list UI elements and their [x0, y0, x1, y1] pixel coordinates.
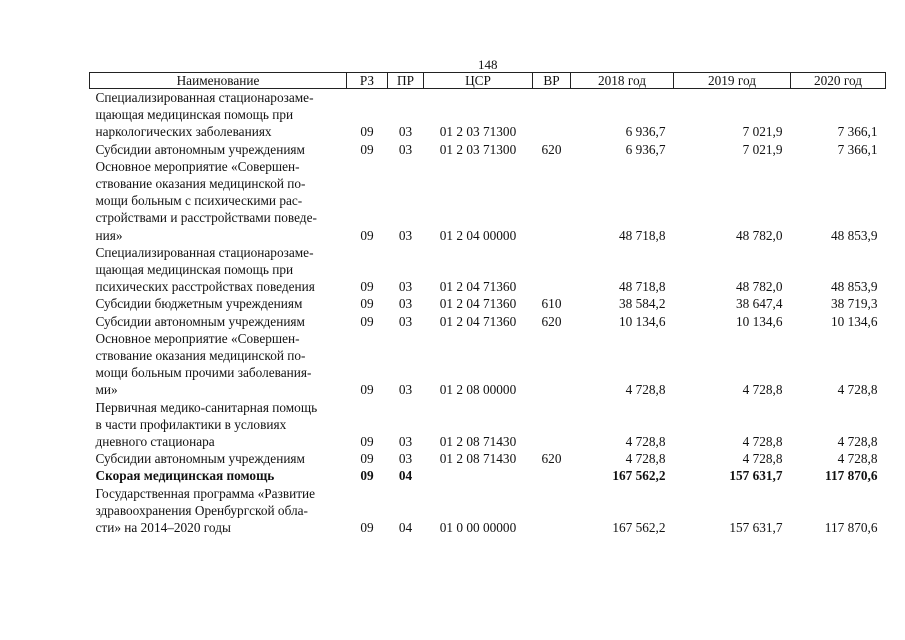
cell-rz: 09 — [360, 313, 374, 329]
cell-name — [90, 399, 347, 451]
cell-csr: 01 2 08 00000 — [439, 382, 517, 398]
header-2019: 2019 год — [674, 73, 791, 89]
cell-2018: 48 718,8 — [618, 279, 666, 295]
cell-name-line: Первичная медико-санитарная помощь — [95, 399, 318, 415]
table-row — [90, 295, 886, 312]
cell-rz: 09 — [360, 141, 374, 157]
cell-2019: 4 728,8 — [742, 434, 783, 450]
cell-name-line: Основное мероприятие «Совершен- — [95, 330, 300, 346]
cell-name-line: щающая медицинская помощь при — [95, 262, 294, 278]
cell-vr: 620 — [541, 451, 562, 467]
cell-pr: 03 — [398, 279, 413, 295]
cell-name-line: наркологических заболеваниях — [95, 124, 272, 140]
cell-name-line: Субсидии автономным учреждениям — [95, 141, 305, 157]
cell-name-line: мощи больным прочими заболевания- — [95, 365, 312, 381]
cell-2020: 38 719,3 — [830, 296, 878, 312]
header-rz: РЗ — [347, 73, 388, 89]
cell-pr: 03 — [398, 141, 413, 157]
cell-rz: 09 — [360, 468, 374, 484]
cell-name-line: ствование оказания медицинской по- — [95, 348, 306, 364]
cell-2020: 48 853,9 — [830, 279, 878, 295]
budget-table — [89, 72, 886, 536]
cell-2018: 10 134,6 — [618, 313, 666, 329]
cell-csr: 01 2 04 71360 — [439, 279, 517, 295]
cell-2020: 117 870,6 — [825, 468, 878, 484]
cell-2019: 157 631,7 — [729, 520, 783, 536]
header-name: Наименование — [90, 73, 347, 89]
header-2018: 2018 год — [571, 73, 674, 89]
cell-csr: 01 2 04 71360 — [439, 296, 517, 312]
cell-name — [90, 158, 347, 244]
cell-pr: 03 — [398, 434, 413, 450]
cell-vr — [533, 330, 571, 399]
cell-csr: 01 2 04 71360 — [439, 313, 517, 329]
cell-name — [90, 467, 347, 484]
cell-name-line: Субсидии бюджетным учреждениям — [95, 296, 303, 312]
cell-2018: 6 936,7 — [625, 124, 666, 140]
cell-name — [90, 295, 347, 312]
cell-rz: 09 — [360, 227, 374, 243]
table-row — [90, 450, 886, 467]
header-pr: ПР — [388, 73, 424, 89]
cell-name-line: в части профилактики в условиях — [95, 416, 287, 432]
cell-csr: 01 2 04 00000 — [439, 227, 517, 243]
cell-2020: 4 728,8 — [837, 382, 878, 398]
table-row — [90, 399, 886, 451]
table-row — [90, 485, 886, 537]
cell-name-line: дневного стационара — [95, 434, 215, 450]
cell-name-line: щающая медицинская помощь при — [95, 107, 294, 123]
page-number: 148 — [478, 57, 498, 72]
cell-2019: 7 021,9 — [742, 124, 783, 140]
cell-vr: 620 — [541, 313, 562, 329]
cell-pr: 03 — [398, 227, 413, 243]
cell-2020: 7 366,1 — [837, 124, 878, 140]
cell-name-line: ствование оказания медицинской по- — [95, 176, 306, 192]
cell-rz: 09 — [360, 296, 374, 312]
cell-vr — [533, 467, 571, 484]
cell-name-line: ми» — [95, 382, 118, 398]
header-vr: ВР — [533, 73, 571, 89]
cell-name — [90, 89, 347, 141]
cell-2019: 38 647,4 — [735, 296, 783, 312]
cell-2018: 48 718,8 — [618, 227, 666, 243]
cell-vr: 610 — [541, 296, 562, 312]
table-row — [90, 244, 886, 296]
cell-2018: 6 936,7 — [625, 141, 666, 157]
cell-vr — [533, 485, 571, 537]
cell-2018: 38 584,2 — [618, 296, 666, 312]
cell-pr: 04 — [398, 520, 413, 536]
cell-name-line: ния» — [95, 227, 123, 243]
cell-name-line: сти» на 2014–2020 годы — [95, 520, 231, 536]
cell-name-line: Основное мероприятие «Совершен- — [95, 158, 300, 174]
cell-2019: 7 021,9 — [742, 141, 783, 157]
cell-pr: 03 — [398, 382, 413, 398]
cell-name — [90, 485, 347, 537]
cell-2020: 4 728,8 — [837, 451, 878, 467]
cell-pr: 03 — [398, 124, 413, 140]
cell-2019: 48 782,0 — [735, 227, 783, 243]
cell-name — [90, 313, 347, 330]
table-row — [90, 330, 886, 399]
cell-2018: 4 728,8 — [625, 382, 666, 398]
cell-2019: 4 728,8 — [742, 451, 783, 467]
cell-pr: 03 — [398, 451, 413, 467]
cell-rz: 09 — [360, 279, 374, 295]
cell-name — [90, 141, 347, 158]
cell-vr: 620 — [541, 141, 562, 157]
cell-2019: 48 782,0 — [735, 279, 783, 295]
table-row — [90, 467, 886, 484]
cell-csr: 01 2 03 71300 — [439, 141, 517, 157]
header-2020: 2020 год — [791, 73, 886, 89]
cell-2018: 167 562,2 — [612, 520, 666, 536]
cell-name-line: Специализированная стационарозаме- — [95, 90, 314, 105]
cell-2019: 10 134,6 — [735, 313, 783, 329]
cell-2019: 157 631,7 — [729, 468, 783, 484]
cell-2020: 7 366,1 — [837, 141, 878, 157]
cell-vr — [533, 89, 571, 141]
cell-name — [90, 450, 347, 467]
cell-pr: 04 — [398, 468, 413, 484]
table-header-row — [90, 73, 886, 89]
cell-2020: 4 728,8 — [837, 434, 878, 450]
cell-name — [90, 330, 347, 399]
cell-csr: 01 2 08 71430 — [439, 434, 517, 450]
cell-2019: 4 728,8 — [742, 382, 783, 398]
cell-rz: 09 — [360, 434, 374, 450]
table-row — [90, 158, 886, 244]
cell-name-line: Субсидии автономным учреждениям — [95, 451, 305, 467]
cell-2020: 10 134,6 — [830, 313, 878, 329]
cell-rz: 09 — [360, 520, 374, 536]
cell-pr: 03 — [398, 296, 413, 312]
cell-vr — [533, 399, 571, 451]
cell-name-line: здравоохранения Оренбургской обла- — [95, 502, 308, 518]
cell-name-line: мощи больным с психическими рас- — [95, 193, 303, 209]
cell-2018: 167 562,2 — [612, 468, 666, 484]
table-body — [90, 89, 886, 537]
cell-rz: 09 — [360, 382, 374, 398]
cell-pr: 03 — [398, 313, 413, 329]
cell-name-line: стройствами и расстройствами поведе- — [95, 210, 317, 226]
table-row — [90, 89, 886, 141]
cell-vr — [533, 158, 571, 244]
cell-2020: 48 853,9 — [830, 227, 878, 243]
cell-2018: 4 728,8 — [625, 451, 666, 467]
cell-csr: 01 2 03 71300 — [439, 124, 517, 140]
cell-name-line: Субсидии автономным учреждениям — [95, 313, 305, 329]
table-row — [90, 313, 886, 330]
cell-vr — [533, 244, 571, 296]
cell-name — [90, 244, 347, 296]
cell-csr: 01 2 08 71430 — [439, 451, 517, 467]
cell-name-line: Государственная программа «Развитие — [95, 485, 316, 501]
header-csr: ЦСР — [424, 73, 533, 89]
table-row — [90, 141, 886, 158]
cell-2020: 117 870,6 — [824, 520, 878, 536]
cell-name-line: психических расстройствах поведения — [95, 279, 315, 295]
cell-2018: 4 728,8 — [625, 434, 666, 450]
cell-name-line: Специализированная стационарозаме- — [95, 244, 314, 260]
cell-name-line: Скорая медицинская помощь — [95, 468, 275, 484]
cell-csr: 01 0 00 00000 — [439, 520, 517, 536]
cell-csr — [424, 467, 533, 484]
cell-rz: 09 — [360, 451, 374, 467]
cell-rz: 09 — [360, 124, 374, 140]
